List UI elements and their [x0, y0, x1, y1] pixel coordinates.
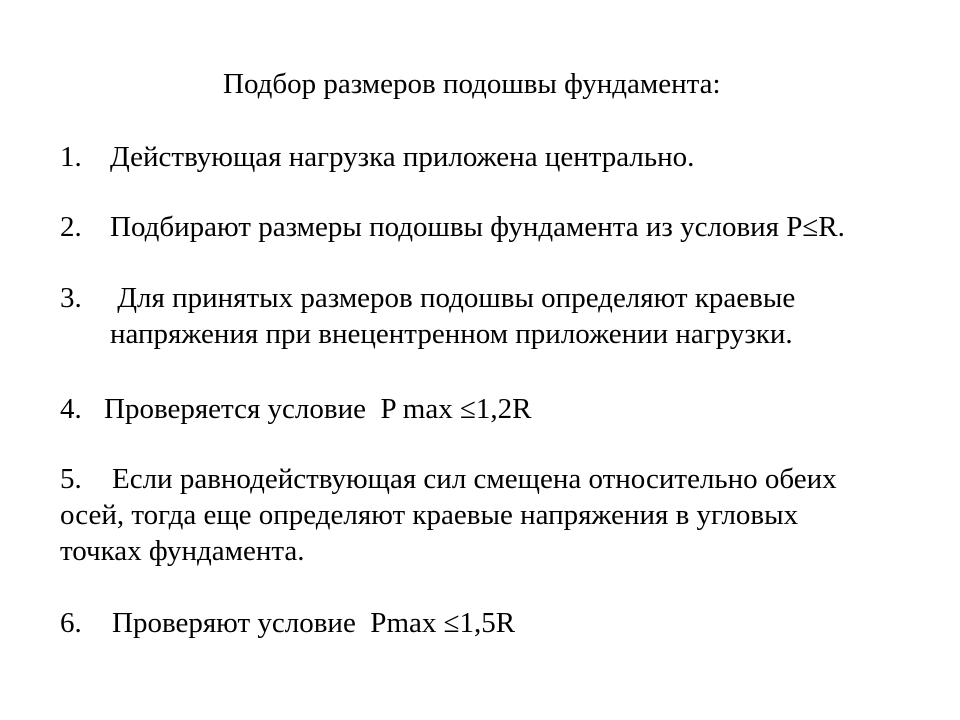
item-text: Для принятых размеров подошвы определяют краевые [110, 282, 796, 314]
item-text: Проверяют условие Pmax ≤1,5R [112, 607, 516, 639]
list-item-5-continuation [60, 497, 798, 533]
list-item-1 [60, 139, 694, 175]
item-text: Подбирают размеры подошвы фундамента из условия P≤R. [110, 211, 845, 243]
item-text: Если равнодействующая сил смещена относительно обеих [112, 463, 837, 495]
item-number: 6. [60, 607, 82, 639]
item-number: 4. [60, 393, 82, 425]
list-item-4 [60, 391, 531, 427]
list-item-6 [60, 605, 515, 641]
list-item-5 [60, 461, 837, 497]
item-text: Действующая нагрузка приложена центрально. [110, 141, 695, 173]
list-item-3-continuation [110, 316, 793, 352]
item-text: напряжения при внецентренном приложении нагрузки. [110, 318, 793, 350]
item-number: 3. [60, 282, 82, 314]
item-text: осей, тогда еще определяют краевые напряжения в угловых [60, 499, 799, 531]
list-item-2 [60, 209, 845, 245]
item-number: 5. [60, 463, 82, 495]
item-number: 2. [60, 211, 82, 243]
slide-title: Подбор размеров подошвы фундамента: [223, 68, 721, 100]
list-item-3 [60, 280, 795, 316]
list-item-5-continuation [60, 533, 305, 569]
item-number: 1. [60, 141, 82, 173]
item-text: Проверяется условие P max ≤1,2R [104, 393, 532, 425]
item-text: точках фундамента. [60, 535, 305, 567]
